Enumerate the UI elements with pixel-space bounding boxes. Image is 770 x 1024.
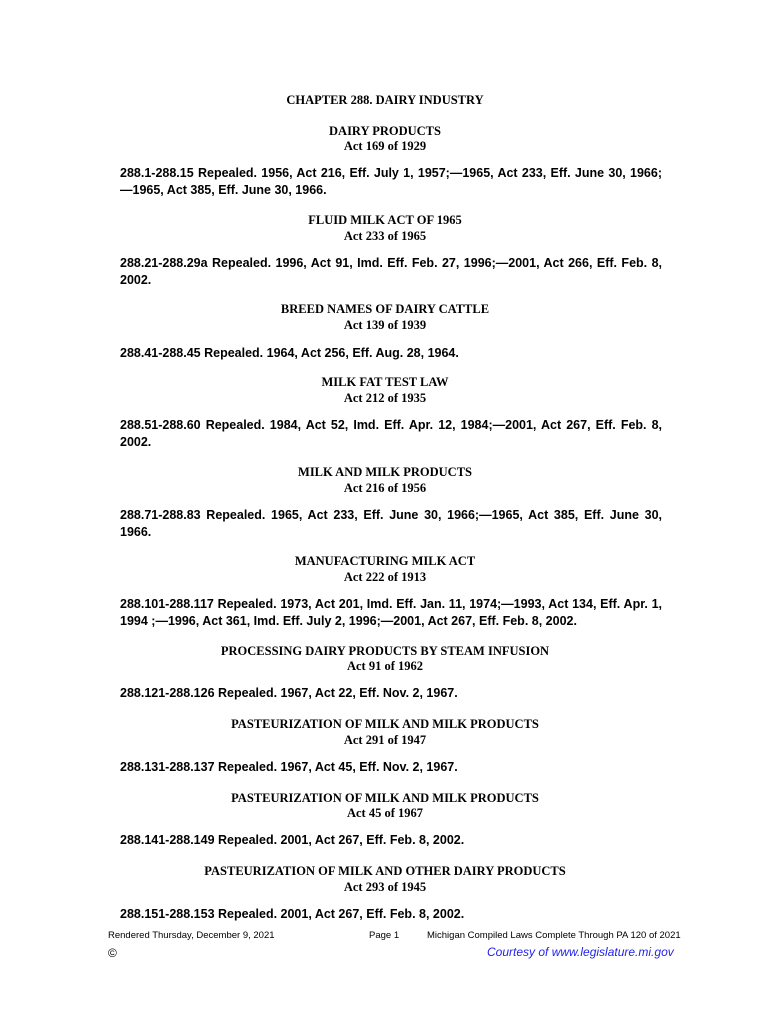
section-act: Act 291 of 1947 (343, 733, 427, 747)
section-heading: MANUFACTURING MILK ACT (294, 554, 476, 568)
section-heading: MILK AND MILK PRODUCTS (298, 465, 472, 479)
section-act: Act 233 of 1965 (343, 229, 427, 243)
section-heading: MILK FAT TEST LAW (321, 375, 449, 389)
section-heading: BREED NAMES OF DAIRY CATTLE (280, 302, 490, 316)
section-text: 288.21-288.29a Repealed. 1996, Act 91, Imd. Eff. Feb. 27, 1996;—2001, Act 266, Eff. Feb. 8, 2002. (120, 256, 662, 287)
section-text: 288.151-288.153 Repealed. 2001, Act 267, Eff. Feb. 8, 2002. (120, 907, 465, 921)
section-text: 288.41-288.45 Repealed. 1964, Act 256, Eff. Aug. 28, 1964. (120, 346, 459, 360)
section-heading: PASTEURIZATION OF MILK AND OTHER DAIRY PRODUCTS (204, 864, 566, 878)
footer-page-number: Page 1 (369, 930, 400, 941)
footer-rendered-date: Rendered Thursday, December 9, 2021 (108, 930, 275, 941)
section-act: Act 169 of 1929 (343, 139, 427, 153)
section-text: 288.121-288.126 Repealed. 1967, Act 22, Eff. Nov. 2, 1967. (120, 686, 458, 700)
section-act: Act 216 of 1956 (343, 481, 427, 495)
section-act: Act 212 of 1935 (343, 391, 427, 405)
section-heading: PROCESSING DAIRY PRODUCTS BY STEAM INFUSION (220, 644, 550, 658)
section-heading: PASTEURIZATION OF MILK AND MILK PRODUCTS (231, 791, 539, 805)
section-text: 288.101-288.117 Repealed. 1973, Act 201, Imd. Eff. Jan. 11, 1974;—1993, Act 134, Eff. Apr. 1, 1994 ;—1996, Act 361, Imd. Eff. July 2, 1996;—2001, Act 267, Eff. Feb. 8, 2002. (120, 597, 662, 628)
footer-copyright: © (108, 946, 117, 960)
section-act: Act 222 of 1913 (343, 570, 427, 584)
section-heading: PASTEURIZATION OF MILK AND MILK PRODUCTS (231, 717, 539, 731)
section-text: 288.1-288.15 Repealed. 1956, Act 216, Eff. July 1, 1957;—1965, Act 233, Eff. June 30, 1966;—1965, Act 385, Eff. June 30, 1966. (120, 166, 662, 197)
section-text: 288.131-288.137 Repealed. 1967, Act 45, Eff. Nov. 2, 1967. (120, 760, 458, 774)
section-text: 288.141-288.149 Repealed. 2001, Act 267, Eff. Feb. 8, 2002. (120, 833, 465, 847)
chapter-title: CHAPTER 288. DAIRY INDUSTRY (286, 93, 484, 107)
section-text: 288.51-288.60 Repealed. 1984, Act 52, Imd. Eff. Apr. 12, 1984;—2001, Act 267, Eff. Feb. 8, 2002. (120, 418, 662, 449)
section-heading: FLUID MILK ACT OF 1965 (308, 213, 462, 227)
section-act: Act 91 of 1962 (346, 659, 424, 673)
footer-courtesy-link[interactable]: Courtesy of www.legislature.mi.gov (487, 945, 674, 959)
footer-compiled-through: Michigan Compiled Laws Complete Through PA 120 of 2021 (427, 930, 681, 941)
section-text: 288.71-288.83 Repealed. 1965, Act 233, Eff. June 30, 1966;—1965, Act 385, Eff. June 30, 1966. (120, 508, 662, 539)
section-heading: DAIRY PRODUCTS (329, 124, 441, 138)
section-act: Act 293 of 1945 (343, 880, 427, 894)
section-act: Act 45 of 1967 (346, 806, 424, 820)
section-act: Act 139 of 1939 (343, 318, 427, 332)
